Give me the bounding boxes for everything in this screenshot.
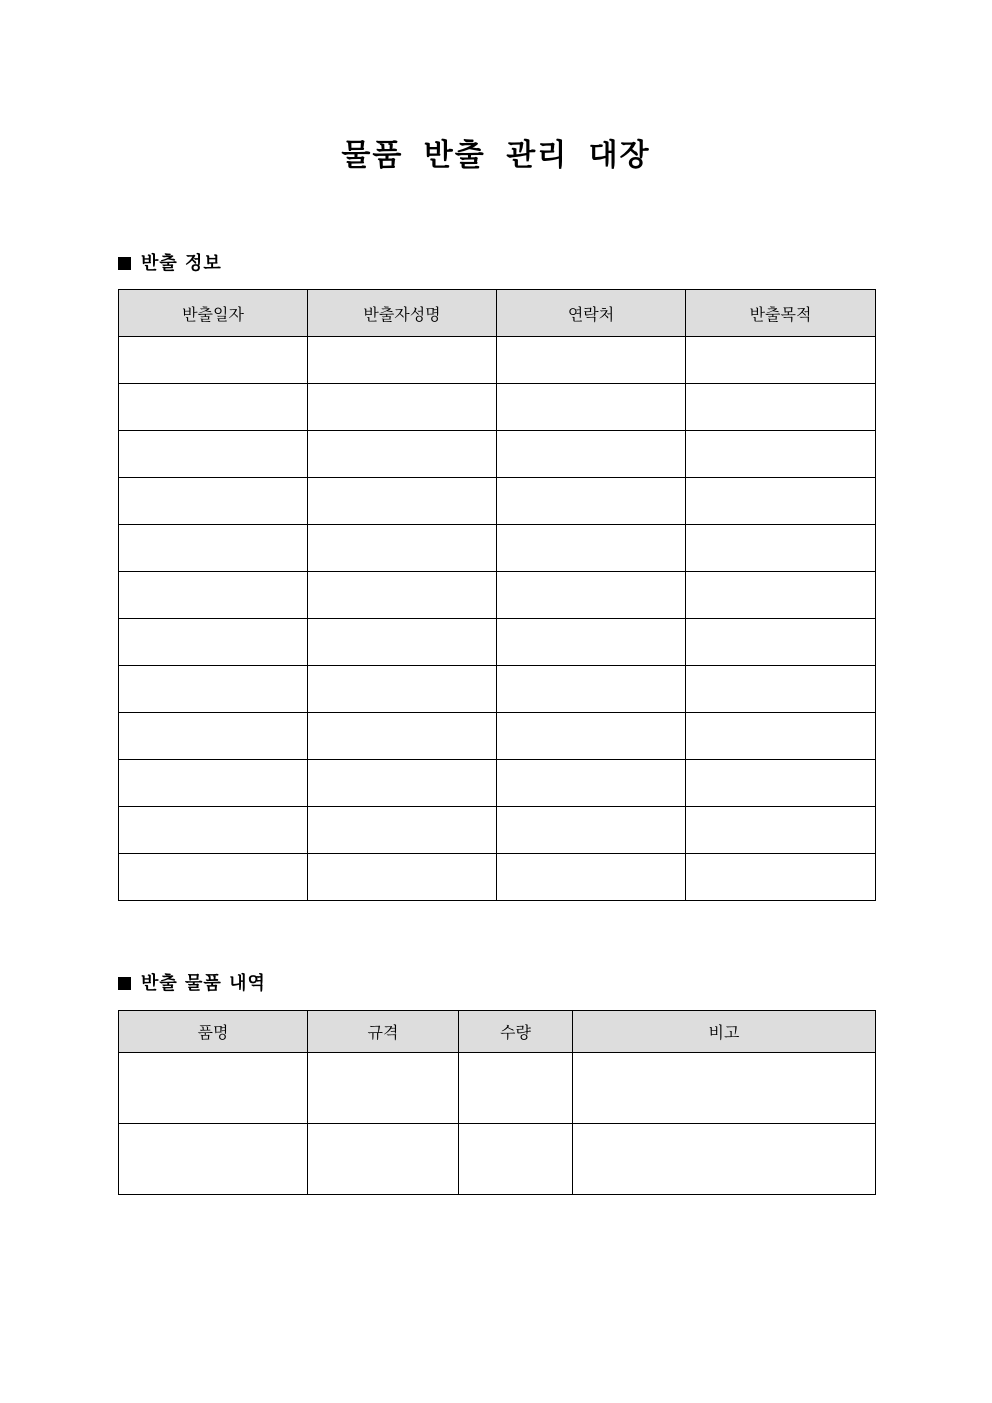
black-square-icon (118, 257, 131, 270)
table-cell[interactable] (308, 478, 497, 525)
table-cell[interactable] (119, 478, 308, 525)
table-row (119, 619, 876, 666)
table-row (119, 713, 876, 760)
table-row (119, 431, 876, 478)
table-cell[interactable] (686, 572, 876, 619)
table-cell[interactable] (459, 1053, 573, 1124)
column-header-quantity: 수량 (459, 1011, 573, 1053)
table-cell[interactable] (686, 807, 876, 854)
table-cell[interactable] (497, 854, 686, 901)
table-cell[interactable] (497, 760, 686, 807)
export-items-table (118, 1010, 876, 1195)
table-cell[interactable] (573, 1053, 876, 1124)
table-cell[interactable] (119, 1124, 308, 1195)
table-cell[interactable] (686, 854, 876, 901)
table-cell[interactable] (497, 431, 686, 478)
table-cell[interactable] (497, 384, 686, 431)
table-cell[interactable] (686, 525, 876, 572)
table-cell[interactable] (119, 431, 308, 478)
table-cell[interactable] (497, 666, 686, 713)
table-row (119, 572, 876, 619)
section-heading-label: 반출 정보 (141, 253, 222, 274)
table-cell[interactable] (573, 1124, 876, 1195)
table-cell[interactable] (686, 337, 876, 384)
export-info-table (118, 289, 876, 901)
table-cell[interactable] (308, 1124, 459, 1195)
column-header-remarks: 비고 (573, 1011, 876, 1053)
table-cell[interactable] (686, 666, 876, 713)
table-header-row (119, 1011, 876, 1053)
table-cell[interactable] (497, 572, 686, 619)
table-cell[interactable] (119, 384, 308, 431)
table-cell[interactable] (686, 713, 876, 760)
table-row (119, 337, 876, 384)
column-header-contact: 연락처 (497, 290, 686, 337)
table-cell[interactable] (119, 854, 308, 901)
table-cell[interactable] (497, 807, 686, 854)
table-row (119, 1124, 876, 1195)
table-cell[interactable] (308, 1053, 459, 1124)
table-cell[interactable] (308, 431, 497, 478)
black-square-icon (118, 977, 131, 990)
column-header-spec: 규격 (308, 1011, 459, 1053)
table-cell[interactable] (308, 525, 497, 572)
table-cell[interactable] (686, 619, 876, 666)
table-cell[interactable] (119, 807, 308, 854)
section-heading-export-info (118, 252, 222, 276)
table-cell[interactable] (497, 713, 686, 760)
table-row (119, 525, 876, 572)
table-cell[interactable] (308, 572, 497, 619)
table-header-row (119, 290, 876, 337)
table-cell[interactable] (497, 525, 686, 572)
table-cell[interactable] (119, 1053, 308, 1124)
table-row (119, 807, 876, 854)
table-cell[interactable] (497, 337, 686, 384)
table-row (119, 666, 876, 713)
table-row (119, 384, 876, 431)
section-heading-label: 반출 물품 내역 (141, 973, 266, 994)
table-cell[interactable] (497, 619, 686, 666)
table-cell[interactable] (459, 1124, 573, 1195)
page-title: 물품 반출 관리 대장 (341, 138, 651, 173)
table-cell[interactable] (308, 384, 497, 431)
table-cell[interactable] (119, 572, 308, 619)
table-cell[interactable] (119, 666, 308, 713)
table-row (119, 854, 876, 901)
table-cell[interactable] (119, 760, 308, 807)
column-header-exporter-name: 반출자성명 (308, 290, 497, 337)
table-cell[interactable] (119, 337, 308, 384)
section-heading-export-items (118, 972, 266, 996)
table-row (119, 478, 876, 525)
table-cell[interactable] (308, 619, 497, 666)
table-row (119, 1053, 876, 1124)
table-cell[interactable] (308, 854, 497, 901)
column-header-export-date: 반출일자 (119, 290, 308, 337)
table-cell[interactable] (686, 760, 876, 807)
table-cell[interactable] (308, 760, 497, 807)
table-cell[interactable] (308, 713, 497, 760)
table-cell[interactable] (497, 478, 686, 525)
table-cell[interactable] (686, 384, 876, 431)
table-cell[interactable] (308, 807, 497, 854)
table-cell[interactable] (308, 337, 497, 384)
table-row (119, 760, 876, 807)
table-cell[interactable] (119, 713, 308, 760)
column-header-export-purpose: 반출목적 (686, 290, 876, 337)
table-cell[interactable] (119, 525, 308, 572)
table-cell[interactable] (308, 666, 497, 713)
table-cell[interactable] (686, 431, 876, 478)
table-cell[interactable] (686, 478, 876, 525)
column-header-item-name: 품명 (119, 1011, 308, 1053)
table-cell[interactable] (119, 619, 308, 666)
